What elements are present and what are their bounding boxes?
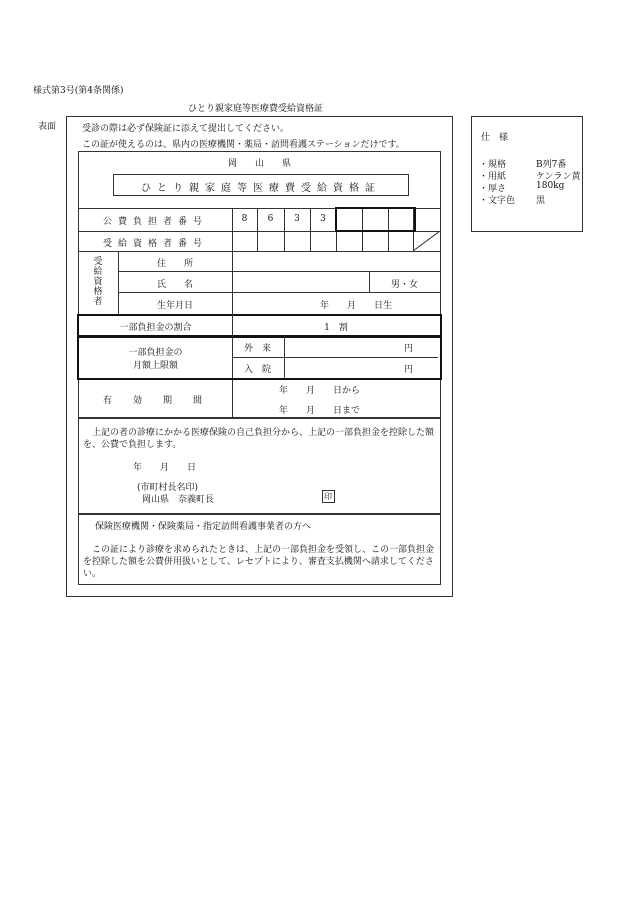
gender-value: 男・女 <box>390 280 418 290</box>
address-label: 住 所 <box>156 259 193 269</box>
notice-line-1: 受診の際は必ず保険証に添えて提出してください。 <box>82 124 290 134</box>
spec-value: 黒 <box>536 196 546 206</box>
diagonal-slash <box>413 231 440 251</box>
payer-digit: 3 <box>320 214 326 224</box>
valid-to: 年 月 日まで <box>279 406 361 416</box>
seal-mark: 印 <box>324 492 332 501</box>
statement-date: 年 月 日 <box>133 463 197 473</box>
document-title: ひとり親家庭等医療費受給資格証 <box>188 104 324 114</box>
limit-label-1: 一部負担金の <box>128 348 183 358</box>
statement-text: 上記の者の診療にかかる医療保険の自己負担分から、上記の一部負担金を控除した額を、公費で負担します。 <box>83 428 435 450</box>
spec-label: ・文字色 <box>479 196 516 206</box>
spec-label: ・厚さ <box>479 184 507 194</box>
notice-line-2: この証が使えるのは、県内の医療機関・薬局・訪問看護ステーションだけです。 <box>82 140 405 150</box>
payer-number-label: 公費負担者番号 <box>102 217 208 227</box>
rule <box>232 378 233 417</box>
rule <box>232 357 438 358</box>
rule <box>79 251 440 252</box>
side-label: 表面 <box>38 122 57 132</box>
issuer-name: 岡山県 奈義町長 <box>142 495 215 505</box>
spec-value: 180kg <box>536 181 565 191</box>
outpatient-label: 外 来 <box>244 344 272 354</box>
valid-from: 年 月 日から <box>279 386 361 396</box>
limit-label-2: 月額上限額 <box>132 361 178 371</box>
form-number: 様式第3号(第4条関係) <box>33 86 124 96</box>
payer-digit: 3 <box>294 214 300 224</box>
recipient-number-label: 受給資格者番号 <box>102 239 208 249</box>
digit-highlight-box <box>335 207 416 232</box>
spec-value: B列7番 <box>536 160 567 170</box>
rule <box>118 271 440 272</box>
spec-value: ケンラン黄 <box>536 172 581 182</box>
issuer-note: (市町村長名印) <box>137 483 199 493</box>
payer-digit: 6 <box>267 214 274 224</box>
spec-label: ・規格 <box>479 160 507 170</box>
ratio-label: 一部負担金の割合 <box>119 323 192 333</box>
spec-label: ・用紙 <box>479 172 507 182</box>
instructions-body: この証により診療を求められたときは、上記の一部負担金を受領し、この一部負担金を控除した額を公費併用扱いとして、レセプトにより、審査支払機関へ請求してください。 <box>83 545 435 579</box>
card-title: ひとり親家庭等医療費受給資格証 <box>141 183 381 194</box>
validity-label: 有 効 期 間 <box>102 396 208 406</box>
prefecture: 岡 山 県 <box>227 159 291 169</box>
birth-value: 年 月 日生 <box>319 301 392 311</box>
ratio-value: 1 割 <box>324 323 348 333</box>
instructions-heading: 保険医療機関・保険薬局・指定訪問看護事業者の方へ <box>95 522 312 532</box>
payer-digit: 8 <box>241 214 248 224</box>
rule <box>118 292 440 293</box>
birth-label: 生年月日 <box>156 301 193 311</box>
yen-outpatient: 円 <box>404 344 414 354</box>
yen-inpatient: 円 <box>404 365 414 375</box>
inpatient-label: 入 院 <box>244 365 272 375</box>
recipient-group-label: 受給資格者 <box>93 257 103 307</box>
spec-title: 仕 様 <box>481 133 509 143</box>
name-label: 氏 名 <box>156 280 193 290</box>
